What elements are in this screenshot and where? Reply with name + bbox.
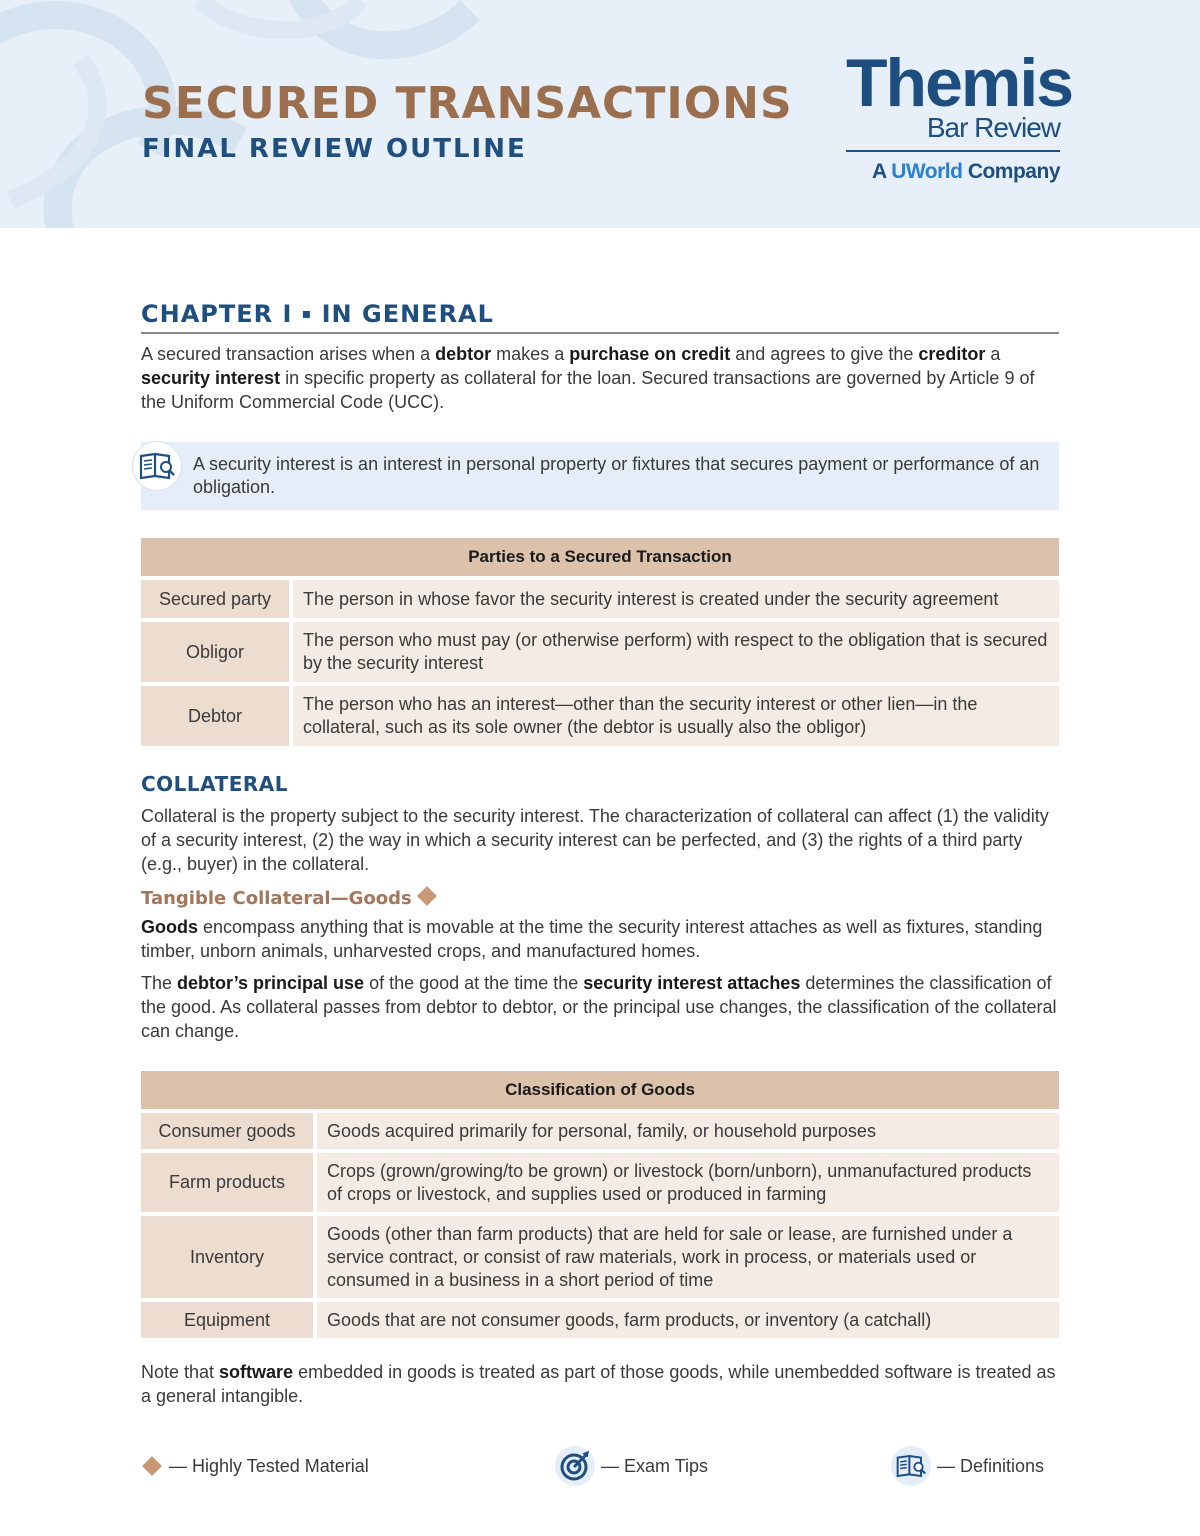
row-label: Inventory [141, 1216, 317, 1298]
intro-bold-purchase: purchase on credit [569, 344, 731, 364]
goods-table-title: Classification of Goods [141, 1071, 1059, 1109]
row-label: Consumer goods [141, 1113, 317, 1149]
row-description: The person who must pay (or otherwise perform) with respect to the obligation that is secured by the security interest [293, 622, 1059, 682]
intro-text-3: and agrees to give the [730, 344, 919, 364]
table-row [141, 1153, 1059, 1212]
row-label: Debtor [141, 686, 293, 746]
legend-highly-tested-label: — Highly Tested Material [169, 1456, 369, 1476]
intro-bold-debtor: debtor [435, 344, 492, 364]
intro-text-5: in specific property as collateral for the loan. Secured transactions are governed by Article 9 of the Uniform Commercial Code (UCC). [141, 368, 1035, 412]
intro-bold-security: security interest [141, 368, 281, 388]
legend-definitions [891, 1446, 1044, 1486]
intro-bold-creditor: creditor [918, 344, 986, 364]
table-row [141, 1113, 1059, 1149]
collateral-paragraph: Collateral is the property subject to the security interest. The characterization of collateral can affect (1) the validity of a security interest, (2) the way in which a security interest can be perfected, and (3) the rights of a third party (e.g., buyer) in the collateral. [141, 806, 1049, 874]
diamond-icon [142, 1456, 162, 1476]
row-label: Secured party [141, 580, 293, 618]
logo-sub: Bar Review [926, 112, 1060, 143]
table-row [141, 1302, 1059, 1338]
logo-rule [846, 150, 1060, 152]
goods-classification-table [141, 1067, 1059, 1342]
principal-use-bold-1: debtor’s principal use [177, 973, 365, 993]
definition-text: A security interest is an interest in personal property or fixtures that secures payment or performance of an obligation. [193, 454, 1040, 497]
row-description: Goods that are not consumer goods, farm products, or inventory (a catchall) [317, 1302, 1059, 1338]
chapter-label: CHAPTER I [141, 300, 293, 328]
row-label: Equipment [141, 1302, 317, 1338]
row-label: Obligor [141, 622, 293, 682]
logo-company-b: Company [962, 160, 1060, 183]
table-row [141, 580, 1059, 618]
row-label: Farm products [141, 1153, 317, 1212]
logo-company-a: A [871, 160, 892, 183]
row-description: Goods acquired primarily for personal, family, or household purposes [317, 1113, 1059, 1149]
logo-company-uworld: UWorld [891, 160, 963, 183]
tangible-goods-heading [141, 888, 1059, 909]
table-row [141, 622, 1059, 682]
tangible-goods-heading-text: Tangible Collateral—Goods [141, 888, 412, 909]
definition-book-icon [133, 442, 181, 490]
table-row [141, 686, 1059, 746]
row-description: Goods (other than farm products) that are held for sale or lease, are furnished under a service contract, or consist of raw materials, work in process, or materials used or consumed in a business in a short period of time [317, 1216, 1059, 1298]
document-title: SECURED TRANSACTIONS [142, 78, 793, 129]
themis-logo [846, 45, 1073, 184]
principal-use-paragraph [141, 971, 1059, 1043]
chapter-separator: ▪ [301, 306, 313, 322]
legend-exam-tips-label: — Exam Tips [601, 1456, 709, 1476]
principal-use-bold-2: security interest attaches [583, 973, 801, 993]
goods-paragraph [141, 915, 1059, 963]
principal-use-text-2: of the good at the time the [364, 973, 584, 993]
logo-name: Themis [846, 45, 1073, 121]
parties-table [141, 534, 1059, 750]
chapter-heading [141, 300, 1059, 334]
software-note [141, 1360, 1059, 1408]
software-bold: software [219, 1362, 294, 1382]
legend [141, 1446, 1059, 1486]
intro-text-2: makes a [491, 344, 570, 364]
software-text-1: Note that [141, 1362, 220, 1382]
row-description: The person in whose favor the security interest is created under the security agreement [293, 580, 1059, 618]
row-description: Crops (grown/growing/to be grown) or livestock (born/unborn), unmanufactured products of crops or livestock, and supplies used or produced in farming [317, 1153, 1059, 1212]
principal-use-text-1: The [141, 973, 178, 993]
principal-use-text-3: determines the classification of the good. As collateral passes from debtor to debtor, or the principal use changes, the classification of the collateral can change. [141, 973, 1057, 1041]
legend-definitions-label: — Definitions [937, 1456, 1045, 1476]
intro-text-1: A secured transaction arises when a [141, 344, 436, 364]
parties-table-title: Parties to a Secured Transaction [141, 538, 1059, 576]
goods-text: encompass anything that is movable at the time the security interest attaches as well as fixtures, standing timber, unborn animals, unharvested crops, and manufactured homes. [141, 917, 1043, 961]
document-subtitle: FINAL REVIEW OUTLINE [142, 134, 527, 164]
target-icon [555, 1446, 595, 1486]
row-description: The person who has an interest—other than the security interest or other lien—in the collateral, such as its sole owner (the debtor is usually also the obligor) [293, 686, 1059, 746]
intro-paragraph [141, 342, 1059, 414]
legend-highly-tested [143, 1446, 369, 1486]
definition-callout [141, 442, 1059, 510]
table-row [141, 1216, 1059, 1298]
book-icon [891, 1446, 931, 1486]
chapter-name: IN GENERAL [321, 300, 494, 328]
main-content [141, 300, 1059, 1408]
collateral-heading: COLLATERAL [141, 772, 289, 796]
header-banner [0, 0, 1200, 228]
intro-text-4: a [985, 344, 1001, 364]
software-text-2: embedded in goods is treated as part of those goods, while unembedded software is treated as a general intangible. [141, 1362, 1056, 1406]
highly-tested-diamond-icon [417, 886, 437, 906]
goods-bold: Goods [141, 917, 198, 937]
logo-company [846, 160, 1060, 184]
legend-exam-tips [555, 1446, 708, 1486]
